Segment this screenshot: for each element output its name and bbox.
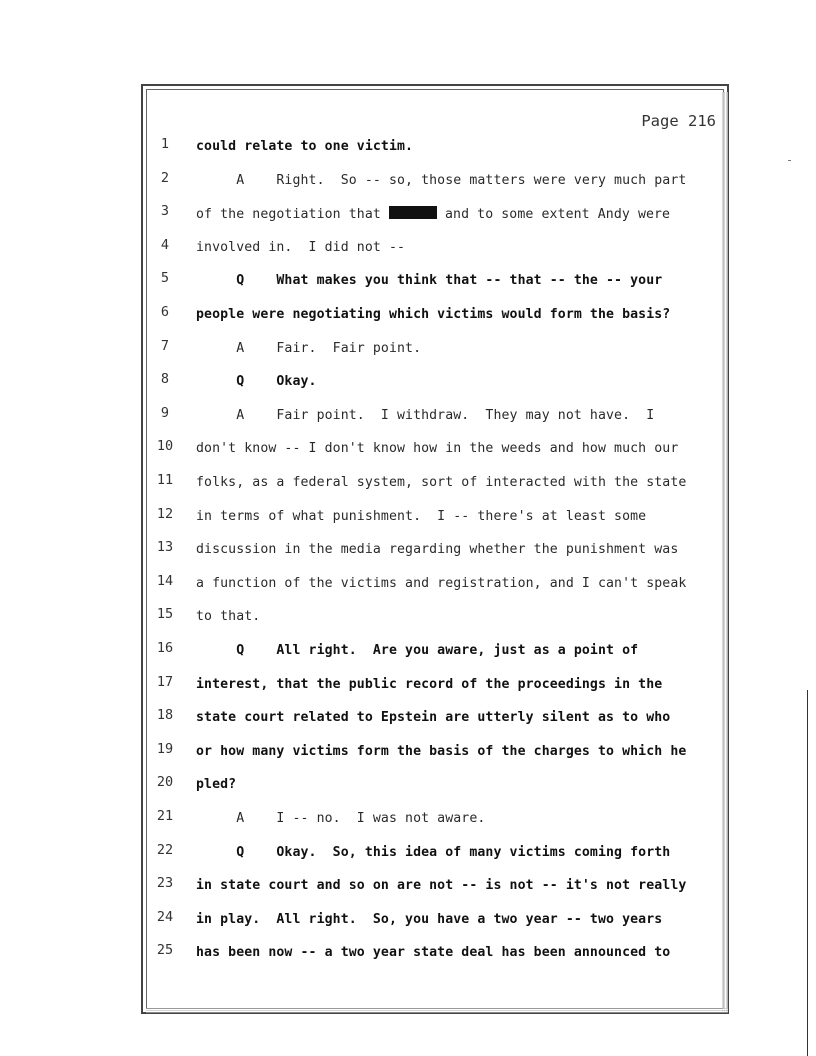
page-bottom-shading xyxy=(146,1008,728,1013)
transcript-line xyxy=(0,405,816,431)
transcript-line xyxy=(0,472,816,498)
line-text: interest, that the public record of the proceedings in the xyxy=(196,677,663,692)
line-number: 18 xyxy=(156,707,174,723)
line-text: A Fair. Fair point. xyxy=(196,341,422,356)
transcript-line xyxy=(0,640,816,666)
transcript-line xyxy=(0,170,816,196)
line-text: Q All right. Are you aware, just as a point of xyxy=(196,643,639,658)
transcript-line xyxy=(0,741,816,767)
transcript-line xyxy=(0,573,816,599)
line-text: could relate to one victim. xyxy=(196,139,414,154)
transcript-line xyxy=(0,270,816,296)
redaction-block xyxy=(389,206,437,219)
line-number: 9 xyxy=(160,405,170,421)
line-text: discussion in the media regarding whether the punishment was xyxy=(196,542,679,557)
line-text xyxy=(196,206,670,222)
transcript-line xyxy=(0,338,816,364)
line-text: pled? xyxy=(196,777,237,792)
transcript-line xyxy=(0,371,816,397)
transcript-line xyxy=(0,136,816,162)
line-number: 25 xyxy=(156,942,174,958)
line-text: state court related to Epstein are utterly silent as to who xyxy=(196,710,671,725)
line-text-before-redaction: of the negotiation that xyxy=(196,207,389,222)
line-number: 24 xyxy=(156,909,174,925)
transcript-line xyxy=(0,875,816,901)
line-number: 10 xyxy=(156,438,174,454)
line-number: 11 xyxy=(156,472,174,488)
line-text: A Fair point. I withdraw. They may not have. I xyxy=(196,408,655,423)
line-text: people were negotiating which victims would form the basis? xyxy=(196,307,671,322)
transcript-line xyxy=(0,707,816,733)
transcript-line xyxy=(0,674,816,700)
line-text: Q What makes you think that -- that -- the -- your xyxy=(196,273,663,288)
transcript-line xyxy=(0,506,816,532)
line-text: folks, as a federal system, sort of interacted with the state xyxy=(196,475,687,490)
line-text: to that. xyxy=(196,609,261,624)
line-text: A I -- no. I was not aware. xyxy=(196,811,486,826)
line-number: 23 xyxy=(156,875,174,891)
line-number: 7 xyxy=(160,338,170,354)
line-number: 21 xyxy=(156,808,174,824)
line-number: 2 xyxy=(160,170,170,186)
line-number: 4 xyxy=(160,237,170,253)
line-number: 13 xyxy=(156,539,174,555)
line-text: Q Okay. xyxy=(196,374,317,389)
transcript-line xyxy=(0,237,816,263)
line-number: 19 xyxy=(156,741,174,757)
line-text: a function of the victims and registration, and I can't speak xyxy=(196,576,687,591)
line-text: involved in. I did not -- xyxy=(196,240,406,255)
transcript-line xyxy=(0,808,816,834)
transcript-line xyxy=(0,539,816,565)
transcript-line xyxy=(0,304,816,330)
line-number: 5 xyxy=(160,270,170,286)
line-text: in play. All right. So, you have a two year -- two years xyxy=(196,912,663,927)
line-number: 8 xyxy=(160,371,170,387)
transcript-line xyxy=(0,909,816,935)
line-number: 22 xyxy=(156,842,174,858)
transcript-line xyxy=(0,606,816,632)
line-text-after-redaction: and to some extent Andy were xyxy=(436,207,671,222)
line-text: don't know -- I don't know how in the weeds and how much our xyxy=(196,441,679,456)
line-number: 14 xyxy=(156,573,174,589)
transcript-line xyxy=(0,438,816,464)
line-text: has been now -- a two year state deal has been announced to xyxy=(196,945,671,960)
line-number: 17 xyxy=(156,674,174,690)
line-number: 1 xyxy=(160,136,170,152)
line-number: 16 xyxy=(156,640,174,656)
transcript-line xyxy=(0,203,816,229)
line-number: 3 xyxy=(160,203,170,219)
page-number: Page 216 xyxy=(641,112,716,130)
line-number: 20 xyxy=(156,774,174,790)
line-text: in terms of what punishment. I -- there's at least some xyxy=(196,509,647,524)
line-text: or how many victims form the basis of the charges to which he xyxy=(196,744,687,759)
line-number: 15 xyxy=(156,606,174,622)
line-number: 12 xyxy=(156,506,174,522)
transcript-line xyxy=(0,842,816,868)
transcript-line xyxy=(0,774,816,800)
line-number: 6 xyxy=(160,304,170,320)
transcript-line xyxy=(0,942,816,968)
line-text: A Right. So -- so, those matters were very much part xyxy=(196,173,687,188)
line-text: Q Okay. So, this idea of many victims coming forth xyxy=(196,845,671,860)
line-text: in state court and so on are not -- is not -- it's not really xyxy=(196,878,687,893)
